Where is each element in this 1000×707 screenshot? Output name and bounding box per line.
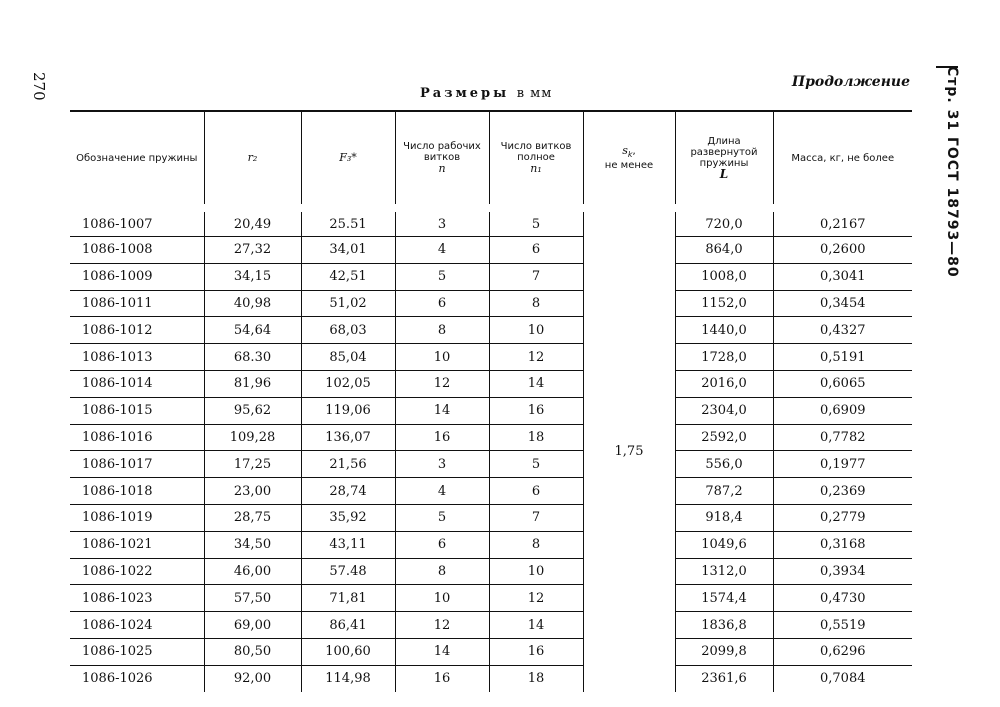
cell-f3: 114,98 [301,665,395,691]
table-row [70,665,912,691]
cell-length: 1574,4 [675,585,773,612]
table-row [70,451,912,478]
table-row [70,263,912,290]
cell-r2: 23,00 [204,478,301,505]
cell-length: 2361,6 [675,665,773,691]
cell-designation: 1086-1012 [70,317,204,344]
cell-r2: 95,62 [204,397,301,424]
cell-length: 918,4 [675,504,773,531]
cell-working-turns: 14 [395,397,489,424]
cell-designation: 1086-1022 [70,558,204,585]
cell-working-turns: 5 [395,263,489,290]
cell-working-turns: 4 [395,237,489,264]
cell-f3: 25.51 [301,208,395,237]
cell-designation: 1086-1011 [70,290,204,317]
header-f3: F₃* [301,111,395,208]
cell-r2: 81,96 [204,370,301,397]
cell-length: 1049,6 [675,531,773,558]
cell-working-turns: 6 [395,531,489,558]
cell-r2: 92,00 [204,665,301,691]
cell-total-turns: 10 [489,558,583,585]
cell-r2: 28,75 [204,504,301,531]
cell-length: 1312,0 [675,558,773,585]
cell-total-turns: 16 [489,397,583,424]
table-row [70,585,912,612]
cell-designation: 1086-1016 [70,424,204,451]
cell-mass: 0,5191 [773,344,912,371]
continuation-label: Продолжение [791,74,910,90]
cell-working-turns: 8 [395,317,489,344]
cell-total-turns: 18 [489,424,583,451]
cell-mass: 0,4730 [773,585,912,612]
cell-r2: 57,50 [204,585,301,612]
cell-designation: 1086-1015 [70,397,204,424]
cell-working-turns: 5 [395,504,489,531]
cell-working-turns: 3 [395,451,489,478]
cell-length: 2016,0 [675,370,773,397]
header-total-turns: Число витков полное n₁ [489,111,583,208]
cell-total-turns: 8 [489,290,583,317]
cell-f3: 51,02 [301,290,395,317]
cell-mass: 0,6065 [773,370,912,397]
cell-f3: 21,56 [301,451,395,478]
cell-working-turns: 16 [395,665,489,691]
header-length: Длина развернутой пружины L [675,111,773,208]
cell-f3: 102,05 [301,370,395,397]
cell-mass: 0,2600 [773,237,912,264]
cell-length: 720,0 [675,208,773,237]
cell-designation: 1086-1019 [70,504,204,531]
standard-title: Стр. 31 ГОСТ 18793—80 [944,66,960,278]
cell-total-turns: 14 [489,612,583,639]
caption-main: Размеры [420,86,510,101]
table-body [70,208,912,692]
cell-designation: 1086-1014 [70,370,204,397]
header-working-turns: Число рабочих витков n [395,111,489,208]
cell-mass: 0,2779 [773,504,912,531]
cell-r2: 34,15 [204,263,301,290]
cell-f3: 43,11 [301,531,395,558]
cell-designation: 1086-1024 [70,612,204,639]
cell-working-turns: 3 [395,208,489,237]
cell-length: 1728,0 [675,344,773,371]
cell-sk: 1,75 [583,208,675,692]
cell-f3: 57.48 [301,558,395,585]
cell-total-turns: 5 [489,451,583,478]
header-r2: r₂ [204,111,301,208]
cell-f3: 100,60 [301,638,395,665]
table-row [70,317,912,344]
cell-f3: 35,92 [301,504,395,531]
dimensions-caption [420,86,552,101]
table-row [70,478,912,505]
cell-length: 1836,8 [675,612,773,639]
cell-total-turns: 14 [489,370,583,397]
cell-r2: 40,98 [204,290,301,317]
cell-r2: 34,50 [204,531,301,558]
header-mass: Масса, кг, не более [773,111,912,208]
cell-f3: 28,74 [301,478,395,505]
page-number: 270 [30,72,48,101]
cell-mass: 0,1977 [773,451,912,478]
table-row [70,397,912,424]
cell-length: 864,0 [675,237,773,264]
cell-designation: 1086-1008 [70,237,204,264]
table-row [70,504,912,531]
table-row [70,344,912,371]
cell-length: 2304,0 [675,397,773,424]
cell-working-turns: 8 [395,558,489,585]
cell-f3: 85,04 [301,344,395,371]
cell-designation: 1086-1009 [70,263,204,290]
cell-total-turns: 10 [489,317,583,344]
cell-total-turns: 8 [489,531,583,558]
header-row [70,111,912,208]
cell-total-turns: 12 [489,585,583,612]
cell-mass: 0,4327 [773,317,912,344]
cell-r2: 27,32 [204,237,301,264]
cell-r2: 69,00 [204,612,301,639]
cell-designation: 1086-1013 [70,344,204,371]
cell-f3: 71,81 [301,585,395,612]
cell-total-turns: 7 [489,263,583,290]
cell-designation: 1086-1018 [70,478,204,505]
caption-unit: в мм [516,86,553,101]
cell-designation: 1086-1026 [82,671,153,687]
cell-total-turns: 16 [489,638,583,665]
cell-length: 2099,8 [675,638,773,665]
table-row [70,208,912,237]
cell-r2: 46,00 [204,558,301,585]
table-row [70,370,912,397]
cell-r2: 80,50 [204,638,301,665]
cell-working-turns: 6 [395,290,489,317]
cell-working-turns: 12 [395,612,489,639]
cell-length: 2592,0 [675,424,773,451]
cell-mass: 0,2369 [773,478,912,505]
cell-working-turns: 12 [395,370,489,397]
cell-f3: 136,07 [301,424,395,451]
header-sk: $s_k$, не менее [583,111,675,208]
cell-total-turns: 5 [489,208,583,237]
cell-mass: 0,3041 [773,263,912,290]
cell-designation: 1086-1021 [70,531,204,558]
cell-r2: 20,49 [204,208,301,237]
header-designation: Обозначение пружины [70,111,204,208]
table-row [70,424,912,451]
cell-designation: 1086-1025 [70,638,204,665]
table-row [70,638,912,665]
cell-mass: 0,3454 [773,290,912,317]
table-row [70,558,912,585]
cell-r2: 109,28 [204,424,301,451]
cell-designation: 1086-1007 [70,208,204,237]
cell-working-turns: 16 [395,424,489,451]
cell-f3: 86,41 [301,612,395,639]
cell-mass: 0,6909 [773,397,912,424]
cell-working-turns: 10 [395,344,489,371]
cell-mass: 0,3168 [773,531,912,558]
cell-r2: 54,64 [204,317,301,344]
table-row [70,290,912,317]
cell-length: 1440,0 [675,317,773,344]
cell-mass: 0,7782 [773,424,912,451]
cell-mass: 0,7084 [773,665,912,691]
cell-working-turns: 4 [395,478,489,505]
cell-f3: 68,03 [301,317,395,344]
cell-mass: 0,5519 [773,612,912,639]
cell-total-turns: 6 [489,237,583,264]
table-row [70,237,912,264]
cell-length: 787,2 [675,478,773,505]
cell-f3: 119,06 [301,397,395,424]
cell-r2: 68.30 [204,344,301,371]
cell-total-turns: 6 [489,478,583,505]
cell-r2: 17,25 [204,451,301,478]
cell-length: 1152,0 [675,290,773,317]
cell-f3: 34,01 [301,237,395,264]
table-row [70,531,912,558]
cell-total-turns: 18 [489,665,583,691]
cell-length: 556,0 [675,451,773,478]
cell-mass: 0,2167 [773,208,912,237]
springs-table [70,110,912,692]
cell-mass: 0,6296 [773,638,912,665]
cell-f3: 42,51 [301,263,395,290]
cell-total-turns: 7 [489,504,583,531]
cell-designation: 1086-1017 [70,451,204,478]
cell-working-turns: 10 [395,585,489,612]
cell-total-turns: 12 [489,344,583,371]
cell-working-turns: 14 [395,638,489,665]
cell-mass: 0,3934 [773,558,912,585]
table-row [70,612,912,639]
cell-length: 1008,0 [675,263,773,290]
cell-designation: 1086-1023 [70,585,204,612]
